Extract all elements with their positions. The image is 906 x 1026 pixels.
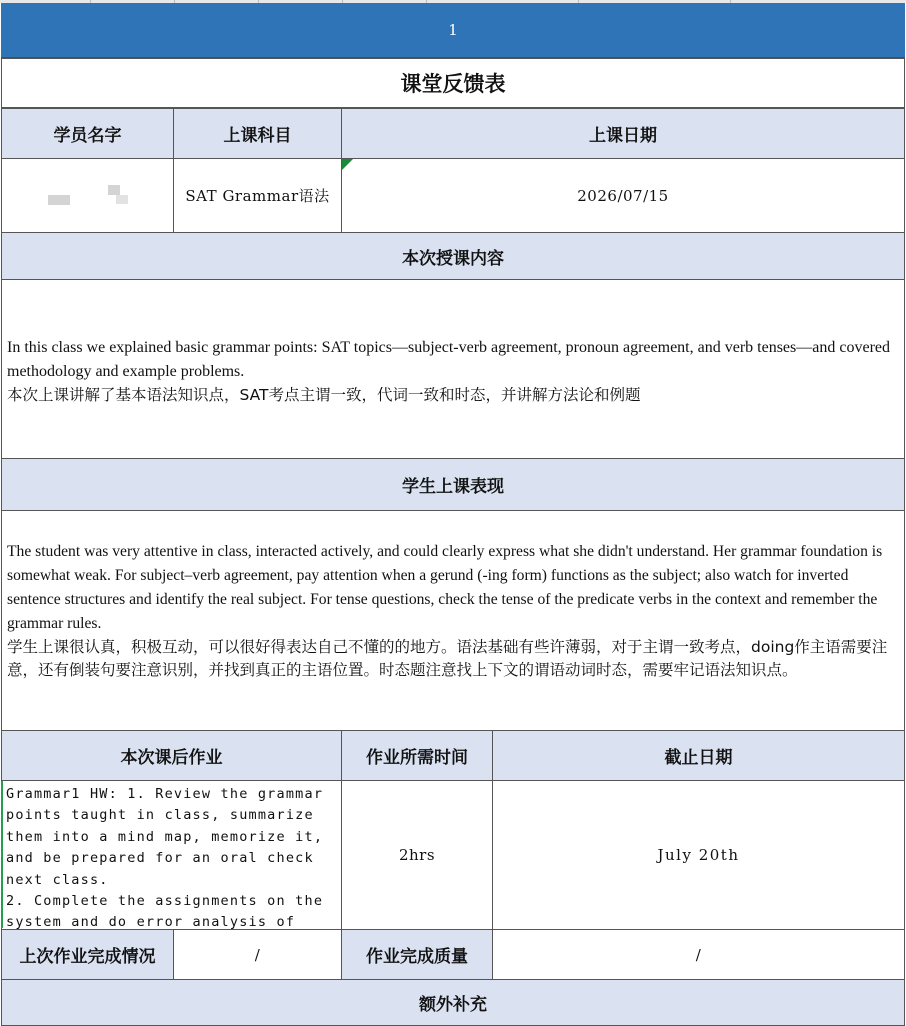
subject-header[interactable] — [173, 108, 342, 159]
performance-header[interactable] — [1, 458, 905, 511]
content-text-zh: 本次上课讲解了基本语法知识点，SAT考点主谓一致，代词一致和时态，并讲解方法论和例题 — [7, 386, 641, 404]
date-header-label: 上课日期 — [589, 126, 657, 146]
homework-header-label: 本次课后作业 — [120, 748, 223, 768]
quality-header[interactable] — [341, 929, 493, 980]
date-cell[interactable] — [341, 158, 905, 233]
homework-cell[interactable] — [1, 780, 342, 930]
time-needed-value: 2hrs — [398, 846, 436, 864]
redacted-name — [108, 185, 120, 195]
date-value: 2026/07/15 — [577, 186, 669, 205]
last-hw-header[interactable] — [1, 929, 174, 980]
cell-selection-edge — [1, 781, 3, 928]
deadline-value: July 20th — [657, 846, 740, 864]
redacted-name — [48, 195, 70, 205]
performance-cell[interactable] — [1, 510, 905, 731]
performance-text-zh: 学生上课很认真，积极互动，可以很好得表达自己不懂的的地方。语法基础有些许薄弱，对于主谓一致考点，doing作主语需要注意，还有倒装句要注意识别，并找到真正的主语位置。时态题注意找上下文的谓语动词时态，需要牢记语法知识点。 — [7, 638, 888, 679]
redacted-name — [116, 195, 128, 204]
banner-cell[interactable] — [1, 3, 905, 58]
subject-header-label: 上课科目 — [223, 126, 292, 146]
deadline-header[interactable] — [492, 730, 905, 781]
last-hw-header-label: 上次作业完成情况 — [19, 947, 156, 967]
content-text-en: In this class we explained basic grammar points: SAT topics—subject-verb agreement, pronoun agreement, and verb tenses—and covered methodology and example problems. — [7, 339, 890, 380]
student-name-header[interactable] — [1, 108, 174, 159]
comment-indicator — [342, 159, 353, 170]
last-hw-value: / — [254, 945, 261, 964]
quality-header-label: 作业完成质量 — [366, 947, 468, 967]
extra-header-label: 额外补充 — [419, 995, 487, 1015]
banner-number: 1 — [448, 21, 458, 39]
student-name-cell[interactable] — [1, 158, 174, 233]
time-needed-header[interactable] — [341, 730, 493, 781]
date-header[interactable] — [341, 108, 905, 159]
student-name-header-label: 学员名字 — [53, 126, 122, 146]
content-cell[interactable] — [1, 279, 905, 459]
quality-value: / — [695, 945, 702, 964]
performance-text-en: The student was very attentive in class, interacted actively, and could clearly express what she didn't understand. Her grammar foundation is somewhat weak. For subject–verb agreement, pay attention when a gerund (-ing form) functions as the subject; also watch for inverted sentence structures and identify the real subject. For tense questions, check the tense of the predicate verbs in the context and remember the grammar rules. — [7, 543, 883, 632]
homework-header[interactable] — [1, 730, 342, 781]
deadline-cell[interactable] — [492, 780, 905, 930]
last-hw-cell[interactable] — [173, 929, 342, 980]
subject-cell[interactable] — [173, 158, 342, 233]
homework-text: Grammar1 HW: 1. Review the grammar points taught in class, summarize them into a mind map, memorize it, and be prepared for an oral check next class. 2. Complete the assignments on the system and do error analysis of — [6, 786, 324, 929]
deadline-header-label: 截止日期 — [664, 748, 733, 768]
time-needed-header-label: 作业所需时间 — [366, 748, 468, 768]
form-title-cell[interactable] — [1, 58, 905, 108]
content-header[interactable] — [1, 232, 905, 280]
extra-header[interactable] — [1, 979, 905, 1026]
quality-cell[interactable] — [492, 929, 905, 980]
content-header-label: 本次授课内容 — [402, 248, 504, 269]
time-needed-cell[interactable] — [341, 780, 493, 930]
subject-value: SAT Grammar语法 — [185, 187, 330, 205]
performance-header-label: 学生上课表现 — [402, 477, 504, 497]
form-title: 课堂反馈表 — [400, 71, 506, 96]
